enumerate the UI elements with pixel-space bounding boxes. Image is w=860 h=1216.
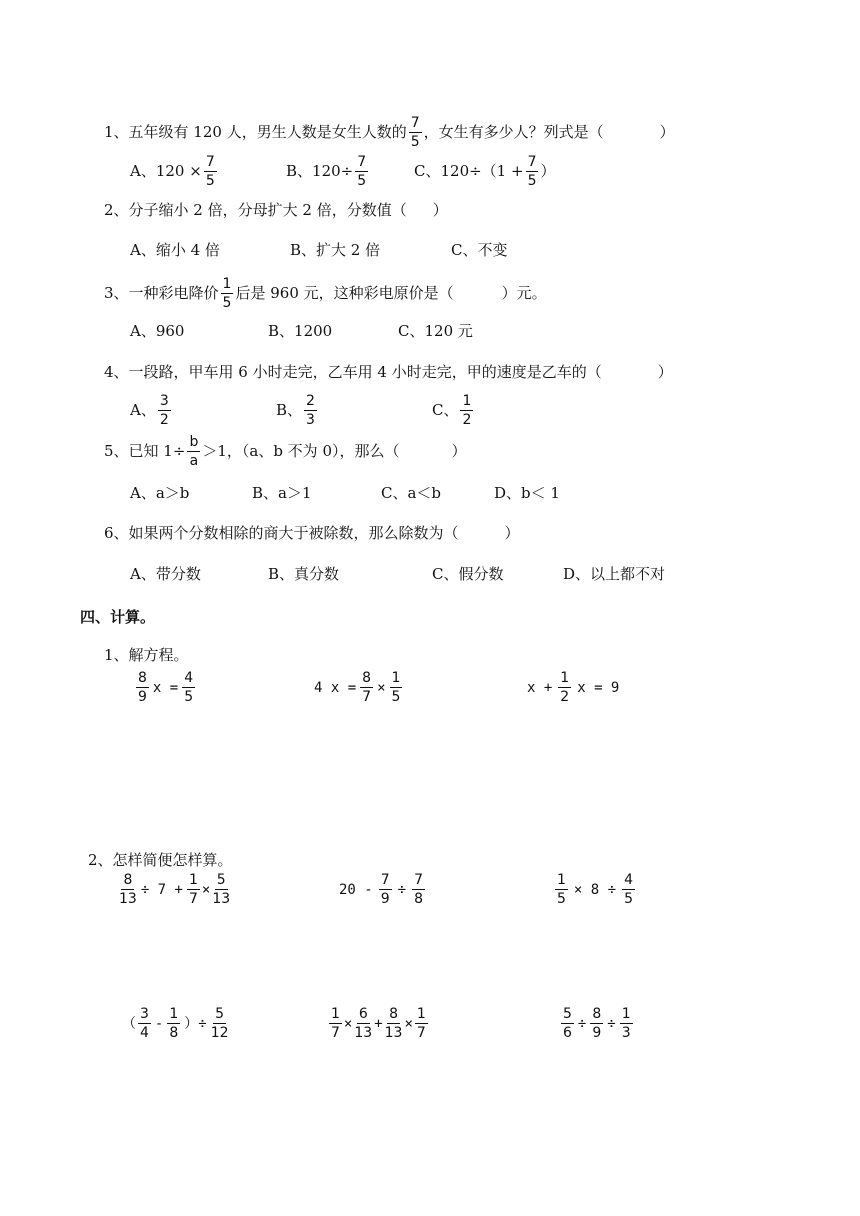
question-6-option-c: C、假分数 [432, 565, 504, 583]
question-4-option-a: A、 3 2 [130, 393, 169, 428]
question-1-option-c: C、120÷（1 + $\frac{7}{5}$ ） [414, 154, 556, 189]
question-4-option-b: B、 2 3 [276, 393, 315, 428]
answer-bracket-close: ） [659, 123, 675, 141]
question-5: 5、已知 1÷ $\frac{b}{a}$ ＞1，（a、b 不为 0），那么（ ） [104, 434, 467, 469]
expression-4: （ 3 4 - 1 8 ）÷ $\frac{5}{12}$ [122, 1006, 229, 1041]
question-5-option-b: B、a＞1 [252, 484, 312, 502]
question-6-option-a: A、带分数 [130, 565, 201, 583]
expression-5: $\frac{1}{7}$ × $\frac{6}{13}$ + $\frac{8}{13}$ × $\frac{1}{7}$ [331, 1006, 426, 1041]
question-6: 6、如果两个分数相除的商大于被除数，那么除数为（ ） [104, 524, 520, 542]
expression-2: 20 - $\frac{7}{9}$ ÷ $\frac{7}{8}$ [339, 872, 423, 907]
question-1-stem-a: 1、五年级有 120 人，男生人数是女生人数的 [104, 123, 407, 141]
question-1-option-b: B、120÷ $\frac{7}{5}$ [286, 154, 367, 189]
question-5-option-a: A、a＞b [130, 484, 190, 502]
question-1 [104, 116, 675, 149]
question-3-option-c: C、120 元 [398, 322, 473, 340]
fraction: $\frac{7}{5}$ [205, 154, 215, 189]
part-2-label: 2、怎样简便怎样算。 [88, 851, 233, 869]
question-5-option-d: D、b＜ 1 [494, 484, 560, 502]
equation-1: 8 9 x = $\frac{4}{5}$ [138, 670, 194, 705]
question-6-option-d: D、以上都不对 [563, 565, 666, 583]
question-2-option-c: C、不变 [451, 241, 508, 259]
question-3: 3、一种彩电降价 1 5 后是 960 元，这种彩电原价是（ ）元。 [104, 276, 547, 311]
question-5-option-c: C、a＜b [381, 484, 442, 502]
question-4-option-c: C、 1 2 [432, 393, 472, 428]
question-1-option-a: A、120 × $\frac{7}{5}$ [130, 154, 215, 189]
fraction: 3 2 [159, 393, 169, 428]
fraction: $\frac{7}{5}$ [357, 154, 367, 189]
fraction: $\frac{b}{a}$ [189, 434, 199, 469]
question-3-option-a: A、960 [130, 322, 185, 340]
fraction: 1 5 [222, 276, 232, 311]
question-2-option-a: A、缩小 4 倍 [130, 241, 220, 259]
expression-3: $\frac{1}{5}$ × 8 ÷ $\frac{4}{5}$ [557, 872, 633, 907]
equation-2: 4 x = $\frac{8}{7}$ × $\frac{1}{5}$ [314, 670, 401, 705]
section-title: 四、计算。 [80, 608, 156, 626]
question-2: 2、分子缩小 2 倍，分母扩大 2 倍，分数值（ ） [104, 201, 448, 219]
question-4: 4、一段路，甲车用 6 小时走完，乙车用 4 小时走完，甲的速度是乙车的（ ） [104, 363, 673, 381]
question-6-option-b: B、真分数 [268, 565, 340, 583]
fraction: 2 3 [306, 393, 315, 428]
expression-1: $\frac{8}{13}$ ÷ 7 + $\frac{1}{7}$ × $\frac{5}{13}$ [119, 872, 231, 907]
question-1-stem-b: ，女生有多少人？列式是（ [423, 123, 604, 141]
expression-6: $\frac{5}{6}$ ÷ $\frac{8}{9}$ ÷ $\frac{1}{3}$ [563, 1006, 631, 1041]
fraction: $\frac{7}{5}$ [527, 154, 537, 189]
fraction: 1 2 [462, 393, 472, 428]
equation-3: x + $\frac{1}{2}$ x = 9 [527, 670, 620, 705]
fraction: 7 5 [410, 115, 420, 150]
question-3-option-b: B、1200 [268, 322, 333, 340]
question-2-option-b: B、扩大 2 倍 [290, 241, 381, 259]
part-1-label: 1、解方程。 [104, 646, 189, 664]
